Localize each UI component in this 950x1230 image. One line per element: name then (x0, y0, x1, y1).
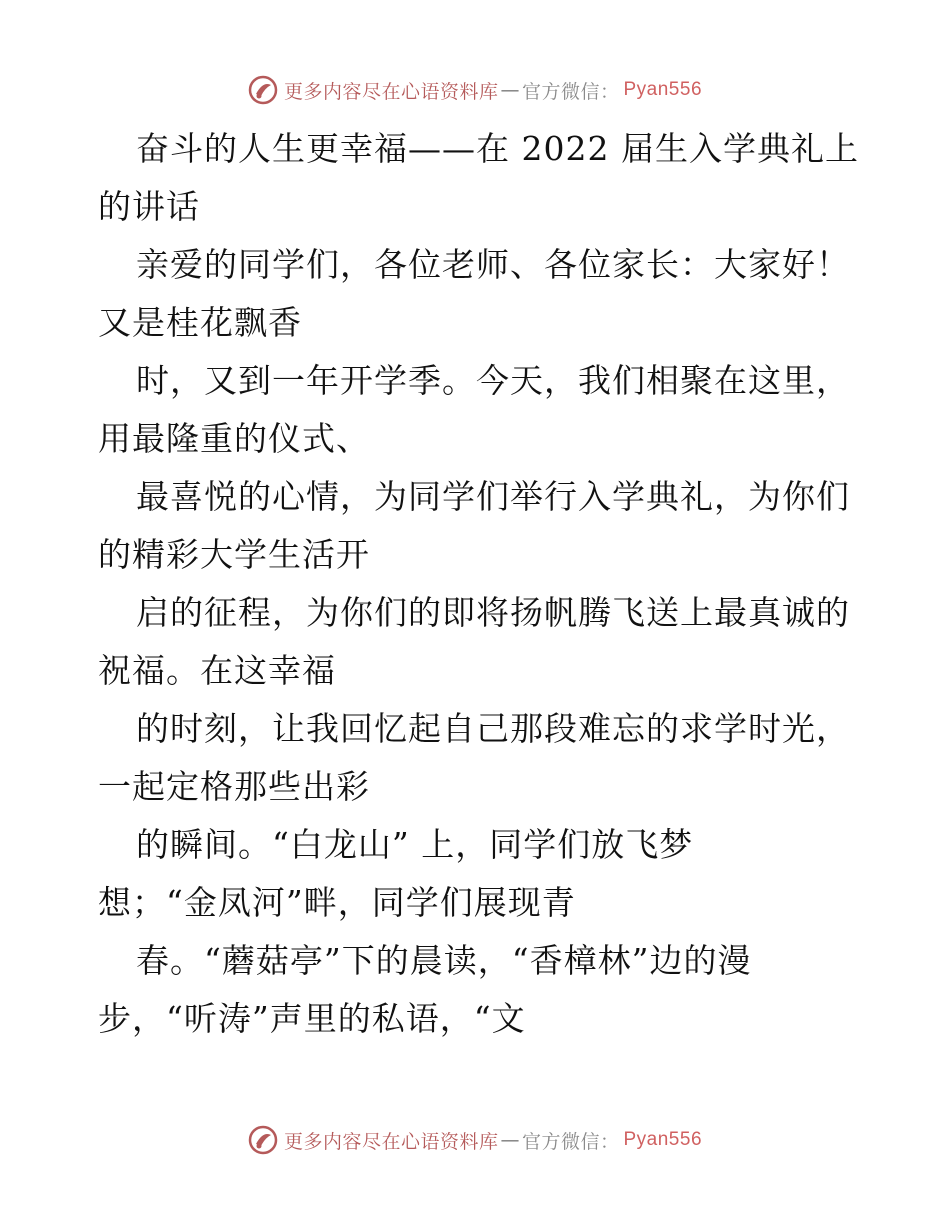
watermark-brand: 更多内容尽在心语资料库 (283, 80, 499, 103)
watermark-brand: 更多内容尽在心语资料库 (283, 1130, 499, 1153)
text-line: 用最隆重的仪式、 (98, 419, 370, 458)
text-line: 最喜悦的心情，为同学们举行入学典礼，为你们 (136, 477, 850, 516)
brand-logo-icon (248, 1125, 278, 1155)
watermark-account: Pyan556 (623, 79, 703, 100)
text-line: 想；“金凤河”畔，同学们展现青 (98, 883, 576, 922)
text-line: 又是桂花飘香 (98, 303, 302, 342)
text-line: 时，又到一年开学季。今天，我们相聚在这里， (136, 361, 850, 400)
text-line: 的瞬间。“白龙山” 上，同学们放飞梦 (136, 825, 694, 864)
text-line: 亲爱的同学们，各位老师、各位家长：大家好！ (136, 245, 850, 284)
text-line: 步，“听涛”声里的私语，“文 (98, 999, 526, 1038)
footer-watermark (0, 1122, 950, 1158)
brand-logo-icon (248, 75, 278, 105)
text-line: 的时刻，让我回忆起自己那段难忘的求学时光， (136, 709, 850, 748)
watermark-label: 官方微信： (521, 1130, 620, 1153)
text-line: 祝福。在这幸福 (98, 651, 336, 690)
text-line: 的讲话 (98, 187, 200, 226)
text-line: 奋斗的人生更幸福——在 2022 届生入学典礼上 (136, 129, 859, 168)
text-line: 启的征程，为你们的即将扬帆腾飞送上最真诚的 (136, 593, 850, 632)
document-body (98, 120, 858, 1048)
watermark-account: Pyan556 (623, 1129, 703, 1150)
text-line: 春。“蘑菇亭”下的晨读，“香樟林”边的漫 (136, 941, 752, 980)
watermark-separator: — (500, 79, 520, 101)
watermark-separator: — (500, 1129, 520, 1151)
text-line: 一起定格那些出彩 (98, 767, 370, 806)
header-watermark (0, 72, 950, 108)
text-line: 的精彩大学生活开 (98, 535, 370, 574)
watermark-label: 官方微信： (521, 80, 620, 103)
